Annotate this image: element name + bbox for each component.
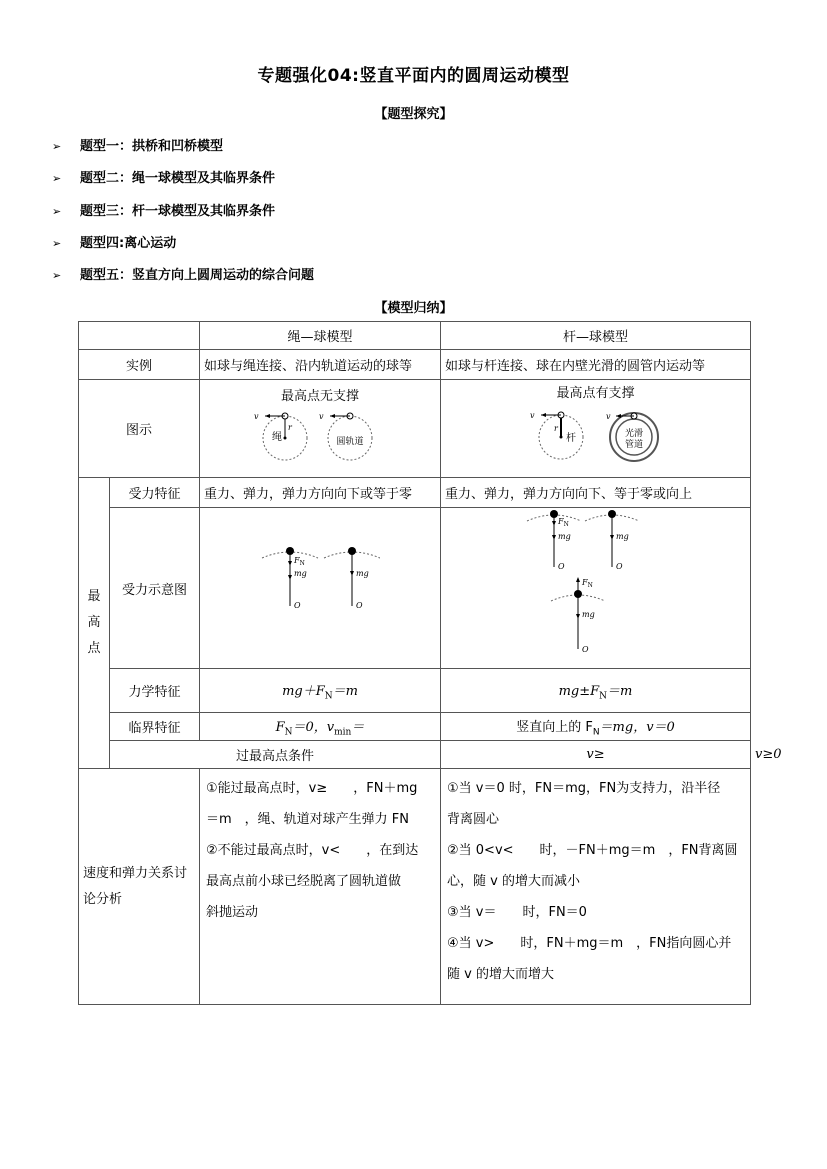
discussion-rod: ①当 v＝0 时，FN＝mg，FN为支持力，沿半径 背离圆心 ②当 0<v< 时，－FN＋mg＝m ，FN背离圆 心，随 v 的增大而减小 ③当 v＝ 时，FN＝0 ④当 v> 时，FN＋mg＝m ，FN指向圆心并 随 v 的增大而增大 [441,769,751,1005]
mechanics-rope: $mg+F_N=m$ [200,669,441,713]
toc-item [52,135,223,154]
arrowhead-icon [576,614,580,619]
table-row [79,669,751,713]
velocity-label: v [319,412,324,421]
arrowhead-icon [330,414,335,418]
section-heading-model-summary: 【模型归纳】 [374,301,453,316]
velocity-label: v [529,411,535,420]
arrowhead-icon [610,535,614,540]
force-character-rope: 重力、弹力，弹力方向向下或等于零 [200,478,441,508]
rope-force-figure [260,546,380,626]
smooth-label: 光滑 [624,429,643,439]
example-rope: 如球与绳连接、沿内轨道运动的球等 [200,350,441,380]
arrow-bullet-icon: ➢ [52,172,62,185]
pass-condition-rope: v≥ [441,741,751,769]
row-label-discussion: 速度和弹力关系讨论分析 [79,769,200,1005]
arrowhead-icon [552,535,556,540]
diagram-rope-cell [200,380,441,478]
toc-item [52,167,275,186]
center-o-label: O [557,561,565,571]
diagram-rod-cell [441,380,751,478]
arrowhead-icon [576,577,580,582]
arrowhead-icon [541,413,546,417]
mg-label: mg [581,609,595,619]
toc-item-label: 题型五：竖直方向上圆周运动的综合问题 [80,268,315,283]
velocity-label: v [605,412,611,421]
section-heading-exploration: 【题型探究】 [374,107,453,122]
fn-label: $F_N$ [557,516,569,528]
force-character-rod: 重力、弹力，弹力方向向下、等于零或向上 [441,478,751,508]
table-row [79,380,751,478]
velocity-label: v [254,412,259,421]
center-o-label: O [294,601,301,610]
rod-model-figure [516,401,676,465]
arrowhead-icon [552,521,556,526]
header-rod-model: 杆—球模型 [441,322,751,350]
radius-label: r [288,423,292,432]
header-rope-model: 绳—球模型 [200,322,441,350]
rod-label: 杆 [565,433,576,444]
pipe-label: 管道 [624,440,643,450]
arrowhead-icon [265,414,270,418]
arrowhead-icon [288,561,292,566]
diagram-rod-caption: 最高点有支撑 [556,386,635,401]
fn-label: $F_N$ [581,577,593,589]
critical-rope: $F_N=0$，$v_{min}=$ [200,713,441,741]
center-o-label: O [356,601,363,610]
mg-label: mg [615,531,629,541]
discussion-rope: ①能过最高点时，v≥ ，FN＋mg ＝m ，绳、轨道对球产生弹力 FN ②不能过最高点时，v< ，在到达 最高点前小球已经脱离了圆轨道做 斜抛运动 [200,769,441,1005]
center-o-label: O [581,644,589,654]
rod-force-figure [521,509,671,664]
row-label-force-diagram: 受力示意图 [110,508,200,669]
force-diagram-rod [441,508,751,669]
radius-label: r [553,424,558,433]
fn-label: $F_N$ [294,556,305,567]
row-label-example: 实例 [79,350,200,380]
mechanics-rod: $mg\pm F_N=m$ [441,669,751,713]
arrow-bullet-icon: ➢ [52,140,62,153]
mg-label: mg [356,569,369,578]
force-diagram-rope [200,508,441,669]
toc-item [52,200,275,219]
row-label-mechanics: 力学特征 [110,669,200,713]
arrowhead-icon [288,575,292,580]
toc-item [52,232,176,251]
row-label-force-character: 受力特征 [110,478,200,508]
table-row [79,350,751,380]
critical-rod: 竖直向上的 $F_N=mg$，v＝0 [441,713,751,741]
toc-item-label: 题型一：拱桥和凹桥模型 [80,139,224,154]
row-label-diagram: 图示 [79,380,200,478]
diagram-rope-caption: 最高点无支撑 [280,389,359,404]
arrowhead-icon [350,571,354,576]
table-row [79,769,751,1005]
row-label-critical: 临界特征 [110,713,200,741]
model-summary-table [78,321,782,1005]
table-row [79,508,751,669]
mg-label: mg [557,531,571,541]
toc-item-label: 题型二：绳一球模型及其临界条件 [80,171,276,186]
toc-item [52,264,314,283]
arrow-bullet-icon: ➢ [52,269,62,282]
arrow-bullet-icon: ➢ [52,237,62,250]
page-title: 专题强化04:竖直平面内的圆周运动模型 [257,66,570,86]
track-label: 圆轨道 [336,437,364,447]
rope-model-figure [245,404,395,464]
table-row: 过最高点条件 v≥ v≥0 [79,741,751,769]
table-row [79,478,751,508]
center-dot [284,437,287,440]
table-row [79,713,751,741]
top-point-label: 最 高 点 [79,478,110,769]
toc-item-label: 题型三：杆一球模型及其临界条件 [80,204,276,219]
toc-item-label: 题型四:离心运动 [80,236,177,251]
mg-label: mg [294,569,307,578]
center-dot [559,436,562,439]
rope-label: 绳 [272,432,282,443]
arrow-bullet-icon: ➢ [52,205,62,218]
table-row [79,322,751,350]
center-o-label: O [615,561,623,571]
row-label-pass-condition: 过最高点条件 [110,741,441,769]
example-rod: 如球与杆连接、球在内壁光滑的圆管内运动等 [441,350,751,380]
